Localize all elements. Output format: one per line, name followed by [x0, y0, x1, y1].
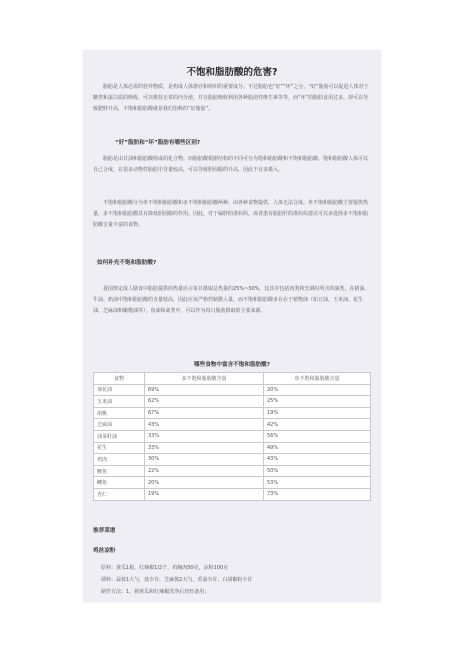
table-cell: 56% [264, 430, 371, 442]
table-cell: 49% [264, 442, 371, 454]
table-cell: 鲤鱼 [94, 465, 145, 477]
table-header-mono: 单不饱和脂肪酸含量 [264, 373, 371, 385]
table-row [94, 454, 371, 466]
section1-paragraph-2: 不饱和脂肪酸分为单不饱和脂肪酸和多不饱和脂肪酸两种，由各种食物提供，人体无法合成。单不饱和脂肪酸主要提供热量，多不饱和脂肪酸具有降低胆固醇的作用。因此，对于偏胖的准妈妈，或者患有脂肪肝的准妈妈建议可以多选择多不饱和脂肪酸含量丰富的食物。 [93, 200, 369, 228]
recipe-method: 制作方法：1、将黄瓜和红辣椒洗净后切丝备用； [101, 589, 210, 595]
section2-heading: 如何补充不饱和脂肪酸? [97, 260, 157, 266]
section1-paragraph-1: 脂肪是由甘油和脂肪酸组成的化合物。而脂肪酸根据结构的不同可分为饱和脂肪酸和不饱和脂肪酸。饱和脂肪酸人体可以自己合成，在很多动物性脂肪中含量较高，可以导致胆固醇的升高，因此不宜多摄入。 [93, 156, 369, 173]
fatty-acid-table [93, 372, 371, 501]
table-cell: 25% [264, 396, 371, 408]
table-cell: 42% [264, 419, 371, 431]
table-cell: 鸡肉 [94, 454, 145, 466]
table-cell: 葵花油 [94, 384, 145, 396]
section1-heading: “好”脂肪和“坏”脂肪有哪些区别? [115, 140, 201, 146]
table-cell: 30% [145, 454, 264, 466]
table-cell: 50% [264, 465, 371, 477]
table-cell: 油菜籽油 [94, 430, 145, 442]
table-row [94, 384, 371, 396]
page-title: 不饱和脂肪酸的危害? [186, 67, 278, 78]
table-cell: 芝麻油 [94, 419, 145, 431]
section2-paragraph-1: 我国规定成人膳食中脂肪提供的热量应占每日摄取总热量的25%~30%，这其中包括肉类和烹调时所含的油类。在猪油、牛油、奶油中饱和脂肪酸的含量较高，因此应该严格控制摄入量。而不饱和脂肪酸多存在于植物油（如豆油、玉米油、花生油、芝麻油和橄榄油等），鱼油和禽类中，可以作为每日脂肪摄取的主要来源。 [93, 286, 370, 314]
table-header-row [94, 373, 371, 385]
document-page [83, 50, 381, 602]
table-cell: 玉米油 [94, 396, 145, 408]
table-cell: 33% [145, 430, 264, 442]
table-cell: 杏仁 [94, 488, 145, 500]
table-title: 哪些食物中富含不饱和脂肪酸? [194, 362, 270, 368]
recipes-heading: 推荐菜谱 [93, 528, 116, 534]
table-cell: 53% [264, 477, 371, 489]
recipe-ingredients: 原料：黄瓜1根，红辣椒1/2个，鸡胸肉50克，凉粉100克 [101, 565, 229, 571]
table-row [94, 477, 371, 489]
table-cell: 69% [145, 384, 264, 396]
table-cell: 62% [145, 396, 264, 408]
table-row [94, 396, 371, 408]
table-cell: 67% [145, 407, 264, 419]
table-cell: 43% [264, 454, 371, 466]
table-cell: 19% [145, 488, 264, 500]
table-cell: 22% [145, 465, 264, 477]
table-row [94, 430, 371, 442]
recipe-seasoning: 调料：蒜蓉1大勺，盐少许，芝麻酱2大勺，香油少许，白胡椒粉少许 [101, 577, 253, 583]
table-row [94, 419, 371, 431]
table-header-poly: 多不饱和脂肪酸含量 [145, 373, 264, 385]
table-header-food: 食物 [94, 373, 145, 385]
table-row [94, 407, 371, 419]
table-cell: 43% [145, 419, 264, 431]
table-row [94, 442, 371, 454]
table-cell: 33% [145, 442, 264, 454]
table-cell: 20% [264, 384, 371, 396]
table-cell: 73% [264, 488, 371, 500]
table-cell: 花生 [94, 442, 145, 454]
table-cell: 鲫鱼 [94, 477, 145, 489]
table-cell: 19% [264, 407, 371, 419]
intro-paragraph: 脂肪是人体必需的营养物质，是构成人体器官和组织的重要成分。不过脂肪也“好”“坏”之分，“好”脂肪可以促进人体对于糖类和蛋白质的吸收，可以维持正常的内分泌，并且脂肪吸收利用各种脂溶性维生素等等，而“坏”的脂肪食用过多，却可以导致肥胖升高，不饱和脂肪酸就是我们俗称的“好脂肪”。 [93, 84, 369, 112]
table-cell: 20% [145, 477, 264, 489]
table-row [94, 465, 371, 477]
table-cell: 胡桃 [94, 407, 145, 419]
recipe-dish-name: 鸡丝凉粉 [93, 548, 116, 554]
table-row [94, 488, 371, 500]
